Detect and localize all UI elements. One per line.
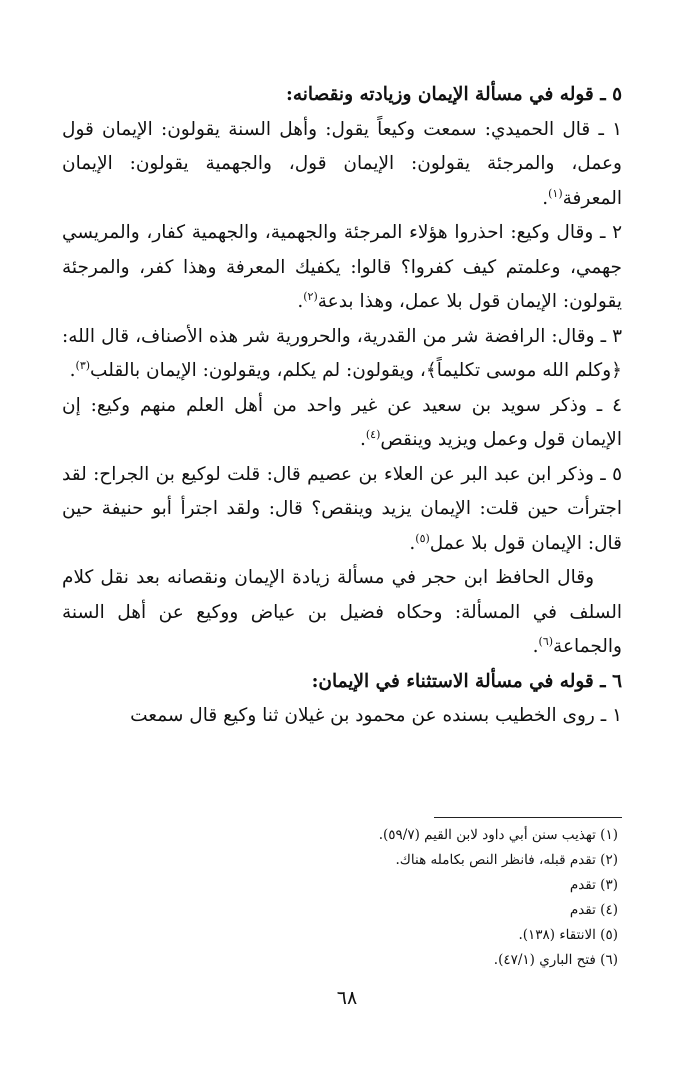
footnote-ref-3[interactable]: (٣) [75,358,91,372]
paragraph-item-6-1: ١ ـ روى الخطيب بسنده عن محمود بن غيلان ثنا وكيع قال سمعت [130,705,622,726]
paragraph-item-2 [62,216,622,320]
footnote-6: (٦) فتح الباري (٤٧/١). [493,952,618,968]
footnote-1: (١) تهذيب سنن أبي داود لابن القيم (٥٩/٧). [378,827,618,843]
footnote-2: (٢) تقدم قبله، فانظر النص بكامله هناك. [395,852,618,868]
item-3-text: ٣ ـ وقال: الرافضة شر من القدرية، والحرورية شر هذه الأصناف، قال الله: ﴿وكلم الله موسى تكليماً﴾، ويقولون: لم يكلم، ويقولون: الإيمان بالقلب [62,325,622,381]
period: . [297,291,304,312]
item-5-text: ٥ ـ وذكر ابن عبد البر عن العلاء بن عصيم قال: قلت لوكيع بن الجراح: لقد اجترأت حين قلت: الإيمان يزيد وينقص؟ قال: ولقد اجترأ أبو حنيفة حين قال: الإيمان قول بلا عمل [62,463,622,554]
page-number: ٦٨ [336,987,358,1009]
paragraph-item-5 [62,458,622,562]
footnote-ref-5[interactable]: (٥) [415,531,430,545]
footnote-ref-2[interactable]: (٢) [303,289,318,303]
item-4-text: ٤ ـ وذكر سويد بن سعيد عن غير واحد من أهل العلم منهم وكيع: إن الإيمان قول وعمل ويزيد وينقص [62,394,622,450]
period: . [409,532,416,554]
item-2-text: ٢ ـ وقال وكيع: احذروا هؤلاء المرجئة والجهمية، والجهمية كفار، والمريسي جهمي، وعلمتم كيف كفروا؟ قالوا: يكفيك المعرفة وهذا كفر، والمرجئة يقولون: الإيمان قول بلا عمل، وهذا بدعة [62,222,622,312]
item-1-text: ١ ـ قال الحميدي: سمعت وكيعاً يقول: وأهل السنة يقولون: الإيمان قول وعمل، والمرجئة يقولون: الإيمان قول، والجهمية يقولون: الإيمان المعرفة [62,118,622,209]
paragraph-item-1 [62,113,622,217]
footnote-5: (٥) الانتقاء (١٣٨). [518,927,618,943]
paragraph-hafiz [62,561,622,665]
section-heading-6: ٦ ـ قوله في مسألة الاستثناء في الإيمان: [311,670,622,692]
period: . [69,360,76,381]
footnote-ref-1[interactable]: (١) [548,186,563,200]
hafiz-text: وقال الحافظ ابن حجر في مسألة زيادة الإيمان ونقصانه بعد نقل كلام السلف في المسألة: وحكاه فضيل بن عياض ووكيع عن أهل السنة والجماعة [62,567,622,657]
period: . [532,636,539,657]
footnote-ref-6[interactable]: (٦) [538,634,554,648]
footnotes [60,823,618,973]
section-heading-5: ٥ ـ قوله في مسألة الإيمان وزيادته ونقصانه: [286,84,622,105]
period: . [359,429,366,450]
period: . [542,187,549,209]
paragraph-item-3 [62,320,622,389]
footnote-ref-4[interactable]: (٤) [365,427,381,441]
footnote-4: (٤) تقدم [569,902,618,918]
footnote-separator [434,817,622,818]
paragraph-item-4 [62,389,622,458]
footnote-3: (٣) تقدم [569,877,618,893]
